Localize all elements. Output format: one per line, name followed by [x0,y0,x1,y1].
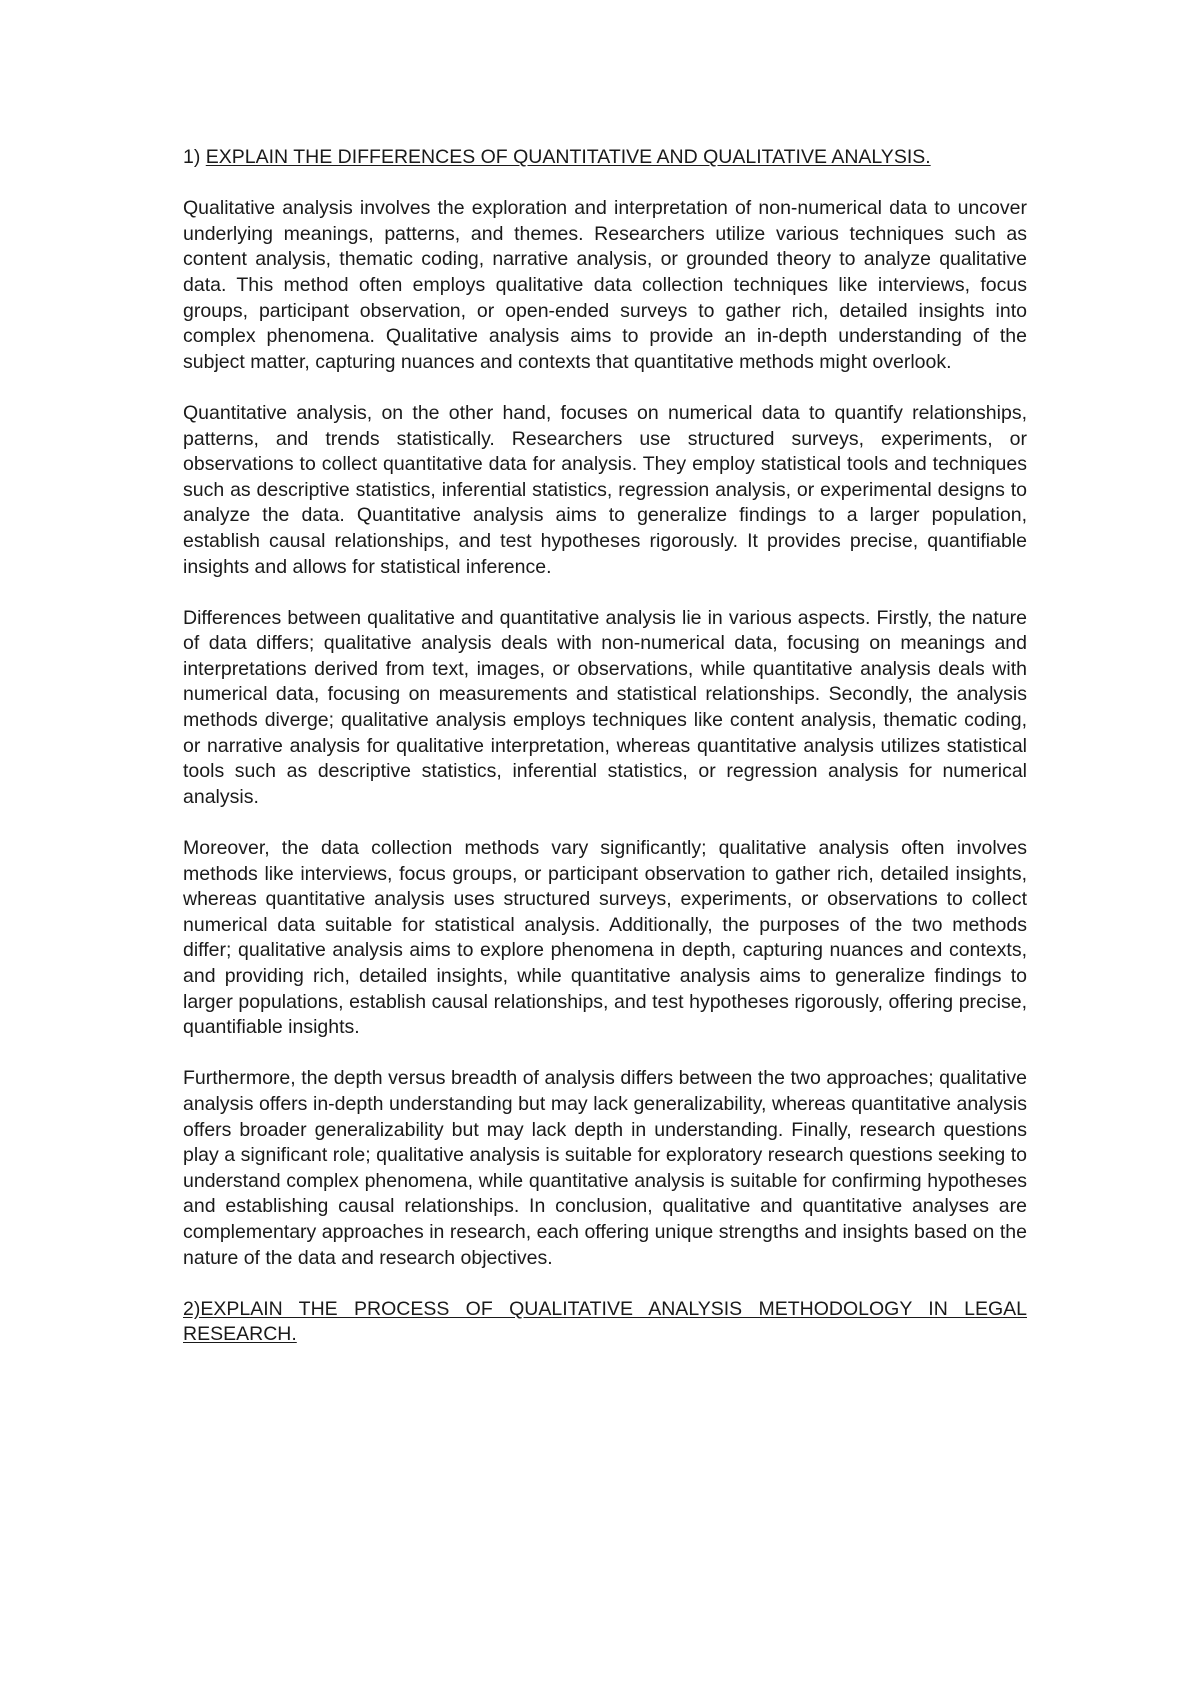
question-1-heading [183,145,1027,171]
paragraph-qualitative: Qualitative analysis involves the exploration and interpretation of non-numerical data to uncover underlying meanings, patterns, and themes. Researchers utilize various techniques such as content analysis, thematic coding, narrative analysis, or grounded theory to analyze qualitative data. This method often employs qualitative data collection techniques like interviews, focus groups, participant observation, or open-ended surveys to gather rich, detailed insights into complex phenomena. Qualitative analysis aims to provide an in-depth understanding of the subject matter, capturing nuances and contexts that quantitative methods might overlook. [183,197,1027,373]
paragraph-moreover: Moreover, the data collection methods vary significantly; qualitative analysis often involves methods like interviews, focus groups, or participant observation to gather rich, detailed insights, whereas quantitative analysis uses structured surveys, experiments, or observations to collect numerical data suitable for statistical analysis. Additionally, the purposes of the two methods differ; qualitative analysis aims to explore phenomena in depth, capturing nuances and contexts, and providing rich, detailed insights, while quantitative analysis aims to generalize findings to larger populations, establish causal relationships, and test hypotheses rigorously, offering precise, quantifiable insights. [183,837,1027,1039]
paragraph-quantitative: Quantitative analysis, on the other hand, focuses on numerical data to quantify relationships, patterns, and trends statistically. Researchers use structured surveys, experiments, or observations to collect quantitative data for analysis. They employ statistical tools and techniques such as descriptive statistics, inferential statistics, regression analysis, or experimental designs to analyze the data. Quantitative analysis aims to generalize findings to a larger population, establish causal relationships, and test hypotheses rigorously. It provides precise, quantifiable insights and allows for statistical inference. [183,401,1027,578]
question-1-title: EXPLAIN THE DIFFERENCES OF QUANTITATIVE AND QUALITATIVE ANALYSIS. [205,146,931,168]
paragraph-furthermore: Furthermore, the depth versus breadth of analysis differs between the two approaches; qualitative analysis offers in-depth understanding but may lack generalizability, whereas quantitative analysis offers broader generalizability but may lack depth in understanding. Finally, research questions play a significant role; qualitative analysis is suitable for exploratory research questions seeking to understand complex phenomena, while quantitative analysis is suitable for confirming hypotheses and establishing causal relationships. In conclusion, qualitative and quantitative analyses are complementary approaches in research, each offering unique strengths and insights based on the nature of the data and research objectives. [183,1067,1027,1269]
question-2-heading [183,1297,1027,1348]
document-body [183,145,1027,1348]
question-1-number: 1) [183,146,206,168]
question-2-title: 2)EXPLAIN THE PROCESS OF QUALITATIVE ANALYSIS METHODOLOGY IN LEGAL RESEARCH. [183,1297,1027,1346]
paragraph-differences: Differences between qualitative and quantitative analysis lie in various aspects. Firstly, the nature of data differs; qualitative analysis deals with non-numerical data, focusing on meanings and interpretations derived from text, images, or observations, while quantitative analysis deals with numerical data, focusing on measurements and statistical relationships. Secondly, the analysis methods diverge; qualitative analysis employs techniques like content analysis, thematic coding, or narrative analysis for qualitative interpretation, whereas quantitative analysis utilizes statistical tools such as descriptive statistics, inferential statistics, or regression analysis for numerical analysis. [183,606,1027,808]
